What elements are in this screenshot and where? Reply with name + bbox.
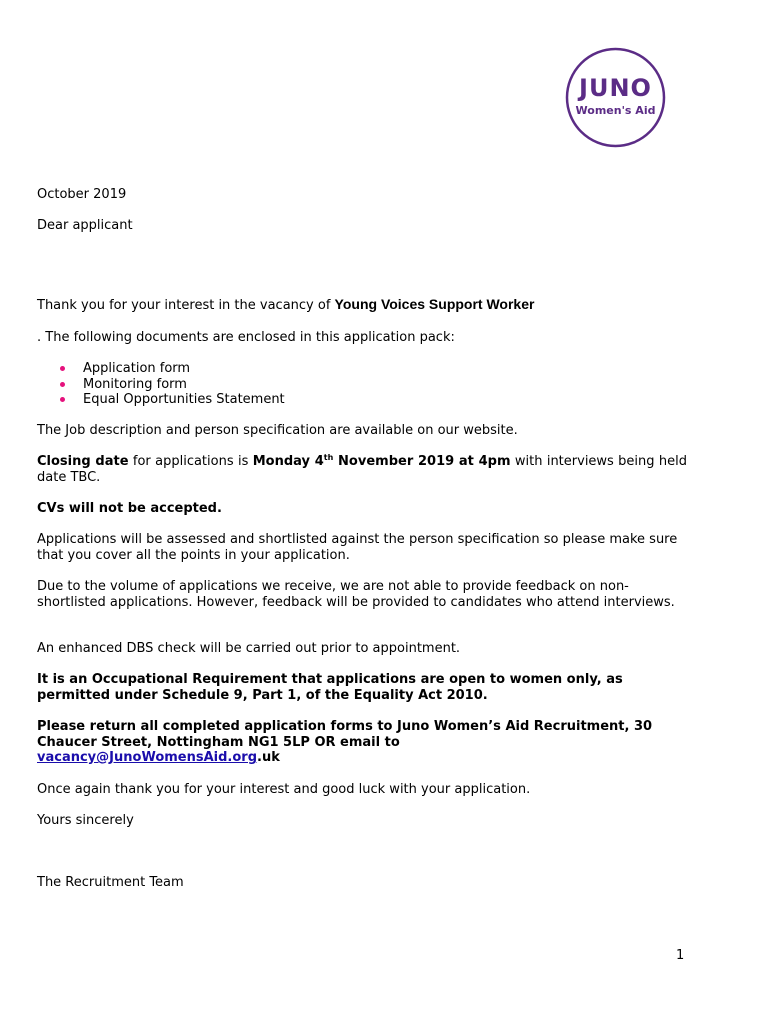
list-item — [60, 392, 285, 408]
document-name: Application form — [83, 361, 191, 376]
logo-subtitle: Women's Aid — [575, 104, 656, 117]
closing-suffix: with interviews being held date TBC. — [37, 454, 687, 485]
cv-notice: CVs will not be accepted. — [37, 501, 222, 516]
closing-label: Closing date — [37, 454, 129, 469]
closing-thanks: Once again thank you for your interest and good luck with your application. — [37, 782, 531, 797]
return-instructions — [37, 719, 687, 766]
sign-off: Yours sincerely — [37, 813, 134, 828]
dbs-note: An enhanced DBS check will be carried out prior to appointment. — [37, 641, 461, 656]
closing-date: Monday 4th November 2019 at 4pm — [252, 453, 511, 469]
documents-list — [60, 361, 285, 408]
intro-paragraph — [37, 297, 687, 314]
closing-date-ordinal: th — [323, 453, 334, 462]
closing-mid: for applications is — [128, 454, 253, 469]
documents-intro: . The following documents are enclosed in this application pack: — [37, 330, 455, 345]
bullet-icon — [60, 397, 65, 402]
juno-womens-aid-logo — [565, 47, 666, 148]
list-item — [60, 377, 285, 393]
logo-brand: JUNO — [579, 74, 652, 102]
job-title: Young Voices Support Worker — [334, 296, 535, 312]
email-link[interactable]: vacancy@JunoWomensAid.org — [37, 750, 258, 765]
signature: The Recruitment Team — [37, 875, 184, 890]
occupational-requirement: It is an Occupational Requirement that applications are open to women only, as permitted under Schedule 9, Part 1, of the Equality Act 2010. — [37, 672, 623, 703]
bullet-icon — [60, 366, 65, 371]
logo-circle-icon — [565, 47, 666, 148]
closing-date-paragraph — [37, 454, 687, 485]
list-item — [60, 361, 285, 377]
salutation: Dear applicant — [37, 218, 133, 233]
job-description-note: The Job description and person specification are available on our website. — [37, 423, 518, 438]
document-name: Equal Opportunities Statement — [83, 392, 285, 407]
page-number: 1 — [676, 948, 685, 963]
letter-date: October 2019 — [37, 187, 127, 202]
assessment-note: Applications will be assessed and shortlisted against the person specification so please make sure that you cover all the points in your application. — [37, 532, 678, 563]
document-name: Monitoring form — [83, 376, 187, 392]
feedback-note: Due to the volume of applications we receive, we are not able to provide feedback on non-shortlisted applications. However, feedback will be provided to candidates who attend interviews. — [37, 579, 675, 610]
intro-prefix: Thank you for your interest in the vacancy of — [37, 298, 335, 313]
email-suffix: .uk — [257, 750, 280, 765]
bullet-icon — [60, 382, 65, 387]
return-address: Please return all completed application forms to Juno Women’s Aid Recruitment, 30 Chaucer Street, Nottingham NG1 5LP OR email to — [37, 719, 653, 750]
